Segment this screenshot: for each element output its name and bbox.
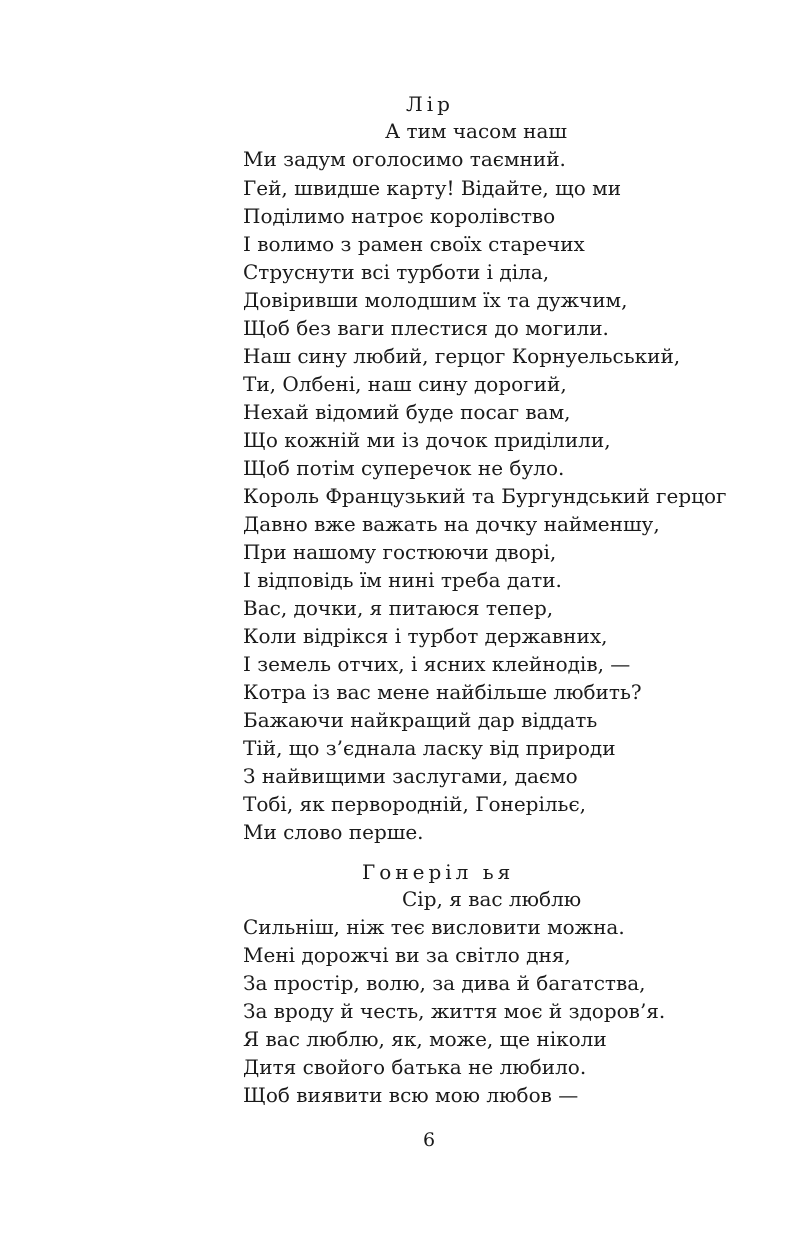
speech-line: Щоб потім суперечок не було. [243,456,565,480]
speech-line: Ми задум оголосимо таємний. [243,147,566,171]
speech-line: Тобі, як первородній, Гонерільє, [243,792,587,816]
speaker-name: Лір [406,92,454,116]
speech-line: А тим часом наш [385,119,567,143]
speech-line: Щоб без ваги плестися до могили. [243,316,609,340]
speech-line: Ми слово перше. [243,820,424,844]
speech-line: Нехай відомий буде посаг вам, [243,400,571,424]
speech-line: Котра із вас мене найбільше любить? [243,680,642,704]
speech-line: Король Французький та Бургундський герцог [243,484,727,508]
speech-line: Вас, дочки, я питаюся тепер, [243,596,554,620]
page-number: 6 [422,1129,436,1151]
speech-line: За вроду й честь, життя моє й здоров’я. [243,999,666,1023]
speech-line: Що кожній ми із дочок приділили, [243,428,611,452]
speech-line: Тій, що з’єднала ласку від природи [243,736,616,760]
speaker-name: Гонеріл ья [362,860,515,884]
speech-line: Мені дорожчі ви за світло дня, [243,943,571,967]
speech-line: Давно вже важать на дочку найменшу, [243,512,660,536]
speech-line: Я вас люблю, як, може, ще ніколи [243,1027,607,1051]
speech-line: З найвищими заслугами, даємо [243,764,578,788]
speech-line: Довіривши молодшим їх та дужчим, [243,288,628,312]
speech-line: При нашому гостюючи дворі, [243,540,557,564]
speech-line: Дитя свойого батька не любило. [243,1055,587,1079]
speech-line: Наш сину любий, герцог Корнуельський, [243,344,681,368]
speech-line: Сильніш, ніж теє висловити можна. [243,915,625,939]
speech-line: Бажаючи найкращий дар віддать [243,708,598,732]
speech-line: І волимо з рамен своїх старечих [243,232,585,256]
speech-line: Коли відрікся і турбот державних, [243,624,608,648]
speech-line: Сір, я вас люблю [402,887,582,911]
speech-line: І відповідь їм нині треба дати. [243,568,562,592]
speech-line: Ти, Олбені, наш сину дорогий, [243,372,567,396]
speech-line: Щоб виявити всю мою любов — [243,1083,579,1107]
speech-line: Струснути всі турботи і діла, [243,260,550,284]
speech-line: За простір, волю, за дива й багатства, [243,971,646,995]
speech-line: Гей, швидше карту! Відайте, що ми [243,176,622,200]
speech-line: Поділимо натроє королівство [243,204,556,228]
speech-line: І земель отчих, і ясних клейнодів, — [243,652,631,676]
